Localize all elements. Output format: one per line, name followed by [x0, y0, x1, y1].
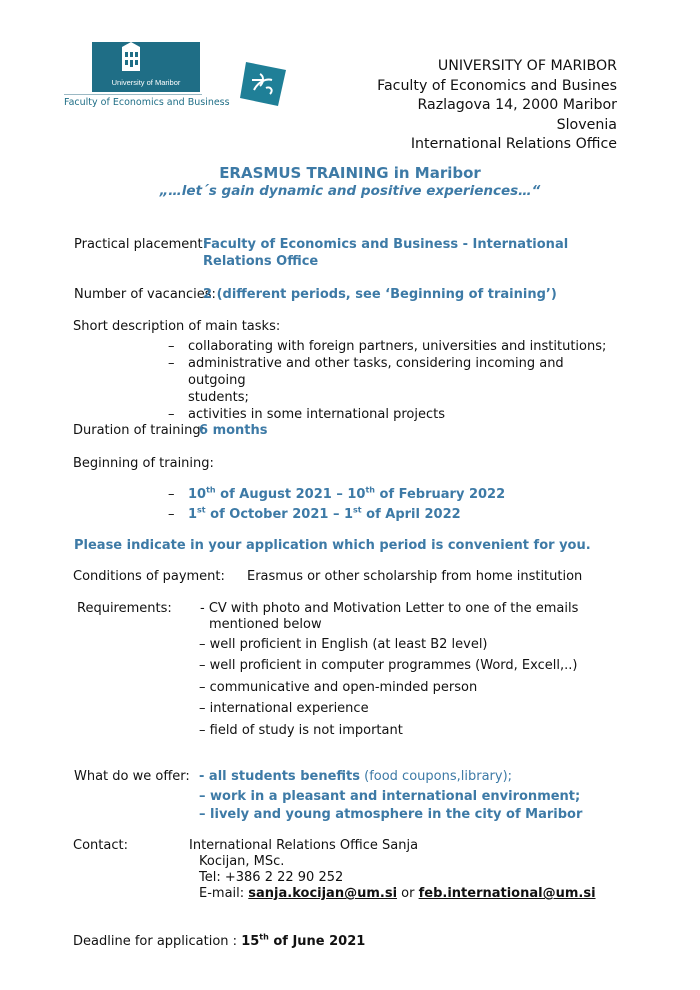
period-2: – 1st of October 2021 – 1st of April 2022 — [168, 505, 461, 522]
vacancies-label: Number of vacancies: — [74, 287, 216, 302]
list-item: – activities in some international projects — [168, 407, 446, 422]
contact-line: Kocijan, MSc. — [199, 854, 285, 869]
address-line: International Relations Office — [410, 136, 617, 153]
requirements-label: Requirements: — [77, 601, 172, 616]
list-item: – collaborating with foreign partners, universities and institutions; — [168, 339, 607, 354]
contact-label: Contact: — [73, 838, 128, 853]
offer-item-2: – work in a pleasant and international environment; — [199, 789, 581, 804]
logo-divider — [64, 94, 202, 95]
payment-label: Conditions of payment: — [73, 569, 225, 584]
address-line: Faculty of Economics and Busines — [377, 77, 617, 94]
beginning-label: Beginning of training: — [73, 456, 214, 471]
duration-label: Duration of training: — [73, 423, 205, 438]
requirement-item: - CV with photo and Motivation Letter to one of the emails — [200, 601, 579, 616]
list-item: – administrative and other tasks, considering incoming and outgoing — [168, 356, 564, 388]
placement-value-2: Relations Office — [203, 254, 319, 269]
address-line: Slovenia — [556, 116, 617, 133]
address-line: Razlagova 14, 2000 Maribor — [417, 97, 617, 114]
logo-faculty-text: Faculty of Economics and Business — [64, 97, 230, 108]
requirement-item: – well proficient in computer programmes (Word, Excell,..) — [199, 658, 578, 673]
requirement-item: – international experience — [199, 701, 369, 716]
requirement-item: – well proficient in English (at least B2 level) — [199, 637, 488, 652]
tasks-label: Short description of main tasks: — [73, 319, 281, 334]
requirement-item: mentioned below — [209, 617, 322, 632]
requirement-item: – communicative and open-minded person — [199, 680, 478, 695]
vacancies-value: 2 (different periods, see ‘Beginning of training’) — [203, 287, 557, 302]
requirement-item: – field of study is not important — [199, 723, 403, 738]
tasks-list — [168, 338, 608, 423]
university-logo — [92, 42, 200, 92]
offer-item-1: - all students benefits (food coupons,library); — [199, 769, 513, 784]
contact-line: International Relations Office Sanja — [189, 838, 419, 853]
placement-value-1: Faculty of Economics and Business - International — [203, 237, 569, 252]
faculty-emblem-icon — [240, 60, 286, 106]
logo-um-text: University of Maribor — [111, 78, 181, 87]
offer-label: What do we offer: — [74, 769, 190, 784]
deadline: Deadline for application : 15th of June 2021 — [73, 932, 366, 949]
list-item: students; — [188, 390, 249, 405]
period-notice: Please indicate in your application which period is convenient for you. — [74, 538, 591, 553]
payment-value: Erasmus or other scholarship from home institution — [247, 569, 583, 584]
address-line: UNIVERSITY OF MARIBOR — [437, 58, 617, 74]
email-link-feb[interactable]: feb.international@um.si — [418, 886, 596, 901]
contact-email: E-mail: sanja.kocijan@um.si or feb.international@um.si — [199, 886, 596, 901]
email-link-sanja[interactable]: sanja.kocijan@um.si — [248, 886, 398, 901]
duration-value: 6 months — [199, 423, 268, 438]
page-title: ERASMUS TRAINING in Maribor — [219, 164, 481, 182]
contact-phone: Tel: +386 2 22 90 252 — [199, 870, 344, 885]
page-subtitle: „…let´s gain dynamic and positive experiences…“ — [159, 183, 541, 199]
period-1: – 10th of August 2021 – 10th of February 2022 — [168, 485, 506, 502]
placement-label: Practical placement: — [74, 237, 207, 252]
address-block — [377, 57, 617, 155]
offer-item-3: – lively and young atmosphere in the city of Maribor — [199, 807, 583, 822]
